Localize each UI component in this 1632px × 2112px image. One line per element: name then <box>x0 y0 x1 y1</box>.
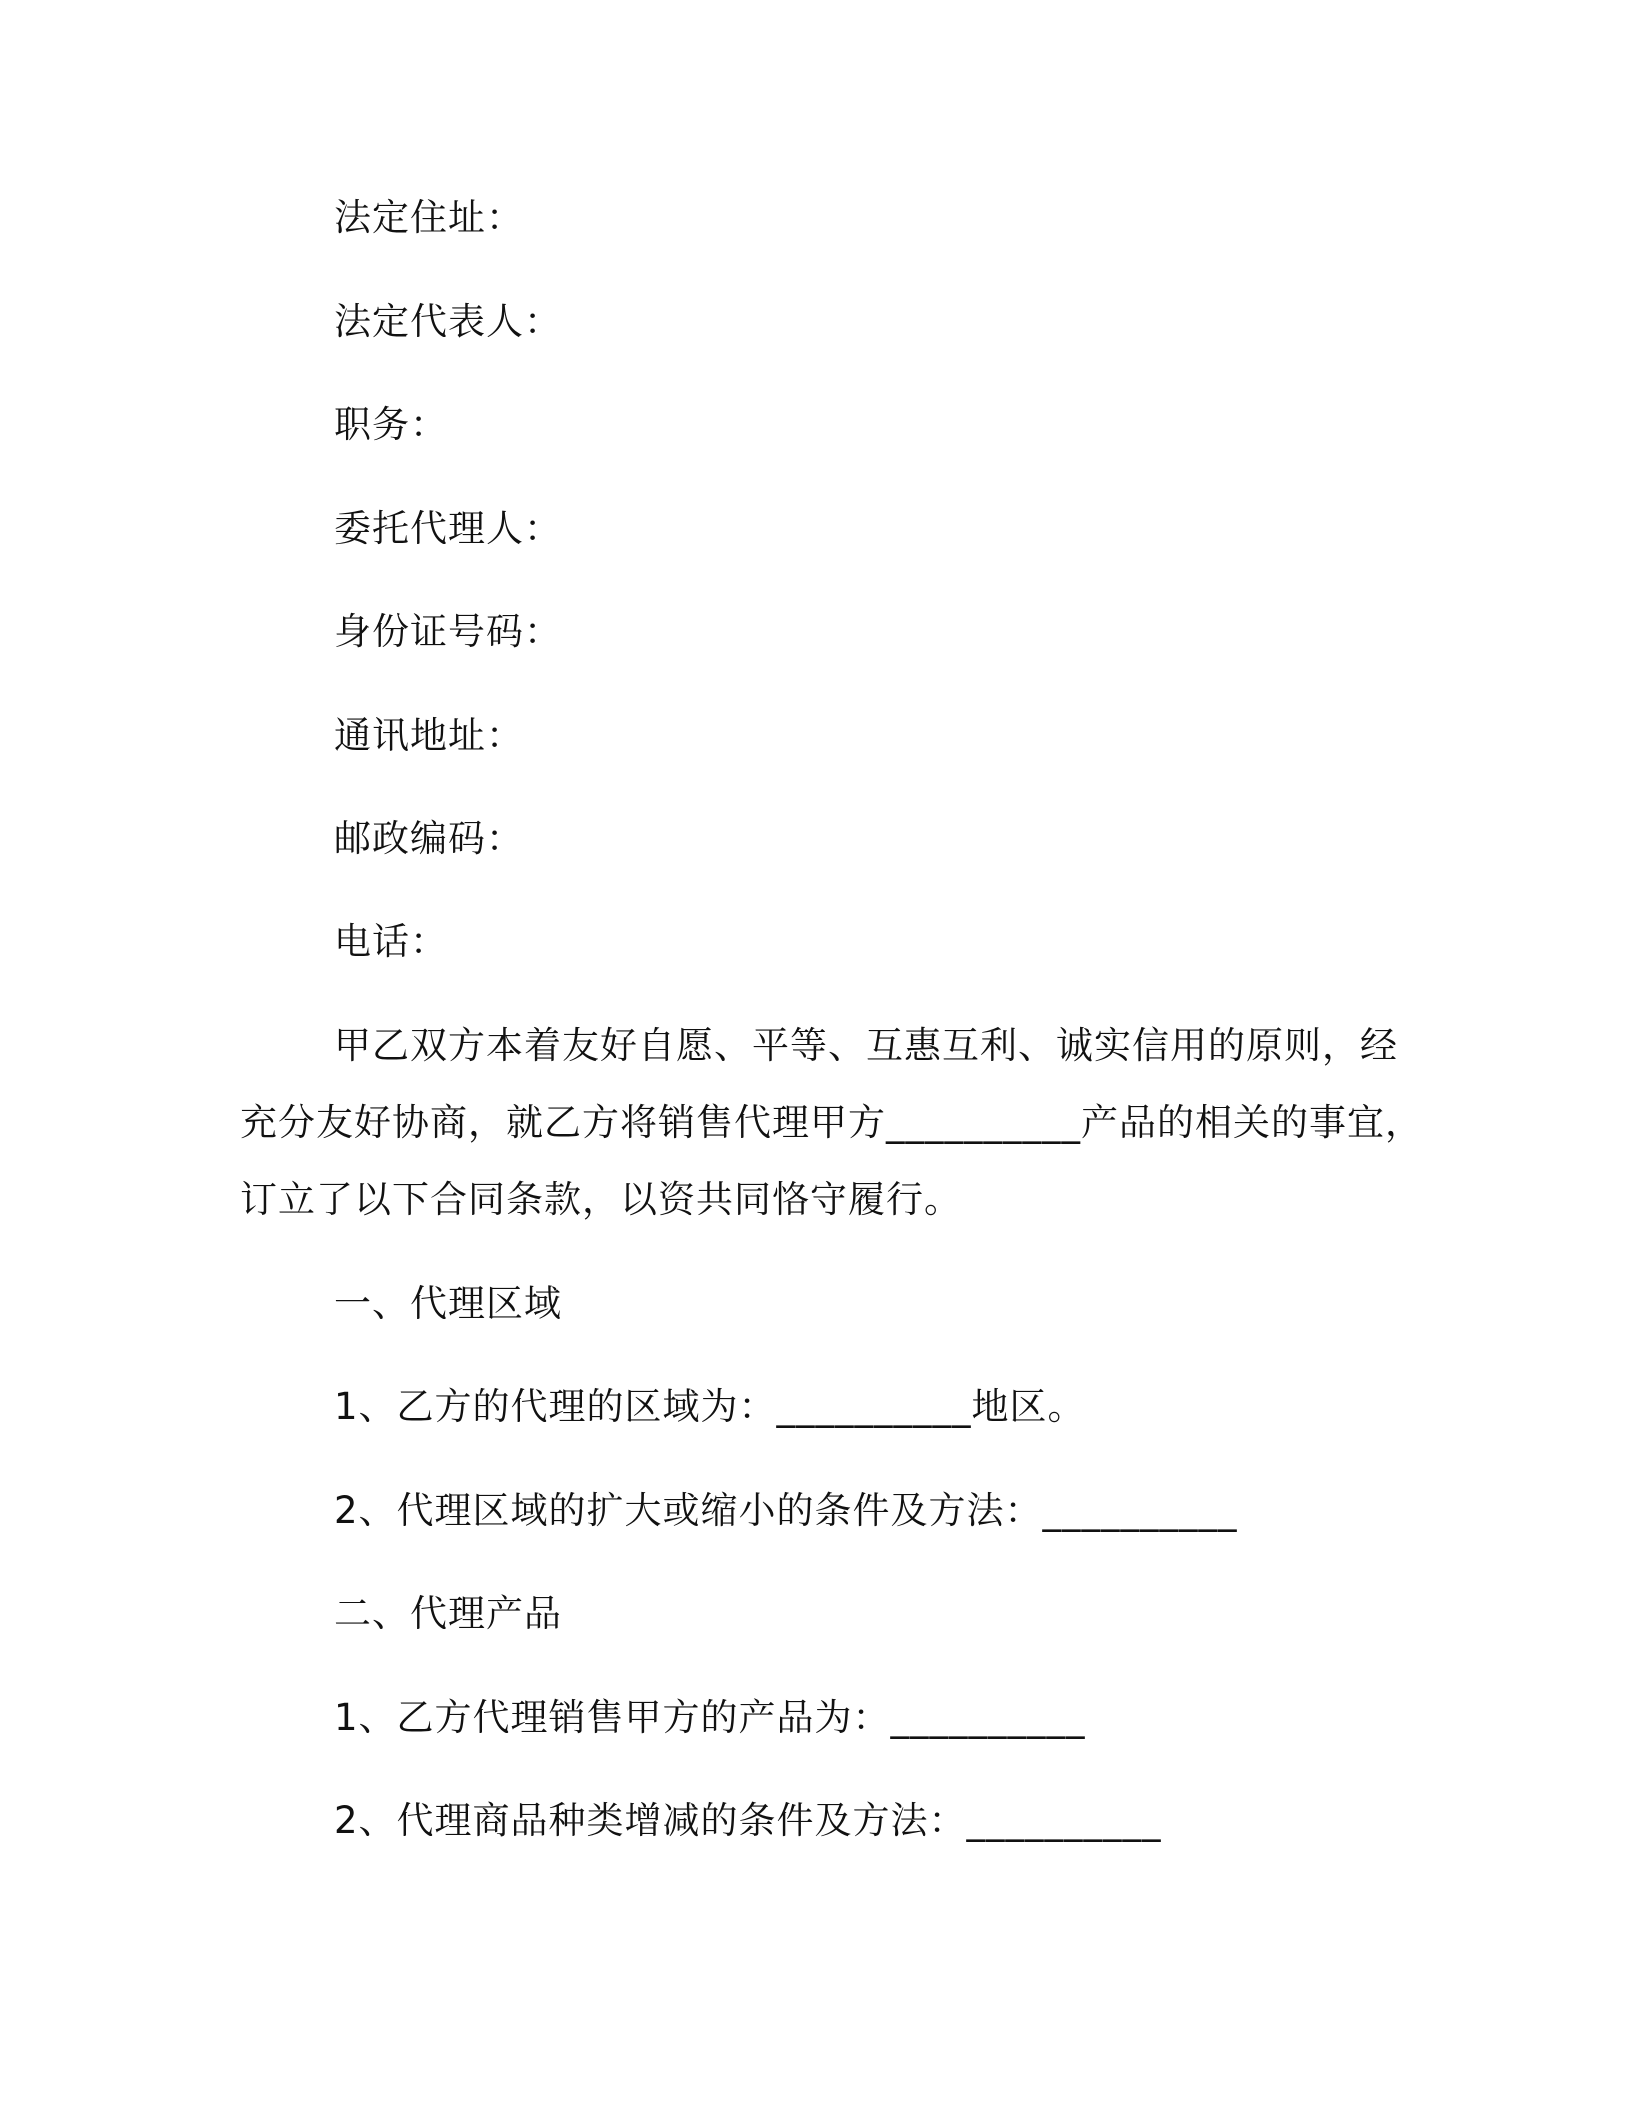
id-number-label: 身份证号码： <box>334 610 562 653</box>
intro-paragraph-line-3: 订立了以下合同条款，以资共同恪守履行。 <box>240 1178 962 1221</box>
clause-region-item-1: 1、乙方的代理的区域为：__________地区。 <box>334 1385 1086 1428</box>
phone-label: 电话： <box>334 920 448 963</box>
clause-product-item-2: 2、代理商品种类增减的条件及方法：__________ <box>334 1799 1162 1842</box>
intro-paragraph-line-1: 甲乙双方本着友好自愿、平等、互惠互利、诚实信用的原则，经 <box>334 1024 1398 1067</box>
intro-paragraph-line-2: 充分友好协商，就乙方将销售代理甲方__________产品的相关的事宜， <box>240 1101 1423 1144</box>
position-label: 职务： <box>334 403 448 446</box>
section-heading-agency-region: 一、代理区域 <box>334 1282 562 1325</box>
clause-product-item-1: 1、乙方代理销售甲方的产品为：__________ <box>334 1696 1086 1739</box>
postal-code-label: 邮政编码： <box>334 817 524 860</box>
legal-representative-label: 法定代表人： <box>334 300 562 343</box>
clause-region-item-2: 2、代理区域的扩大或缩小的条件及方法：__________ <box>334 1489 1238 1532</box>
section-heading-agency-products: 二、代理产品 <box>334 1592 562 1635</box>
agent-label: 委托代理人： <box>334 507 562 550</box>
legal-address-label: 法定住址： <box>334 196 524 239</box>
mailing-address-label: 通讯地址： <box>334 714 524 757</box>
